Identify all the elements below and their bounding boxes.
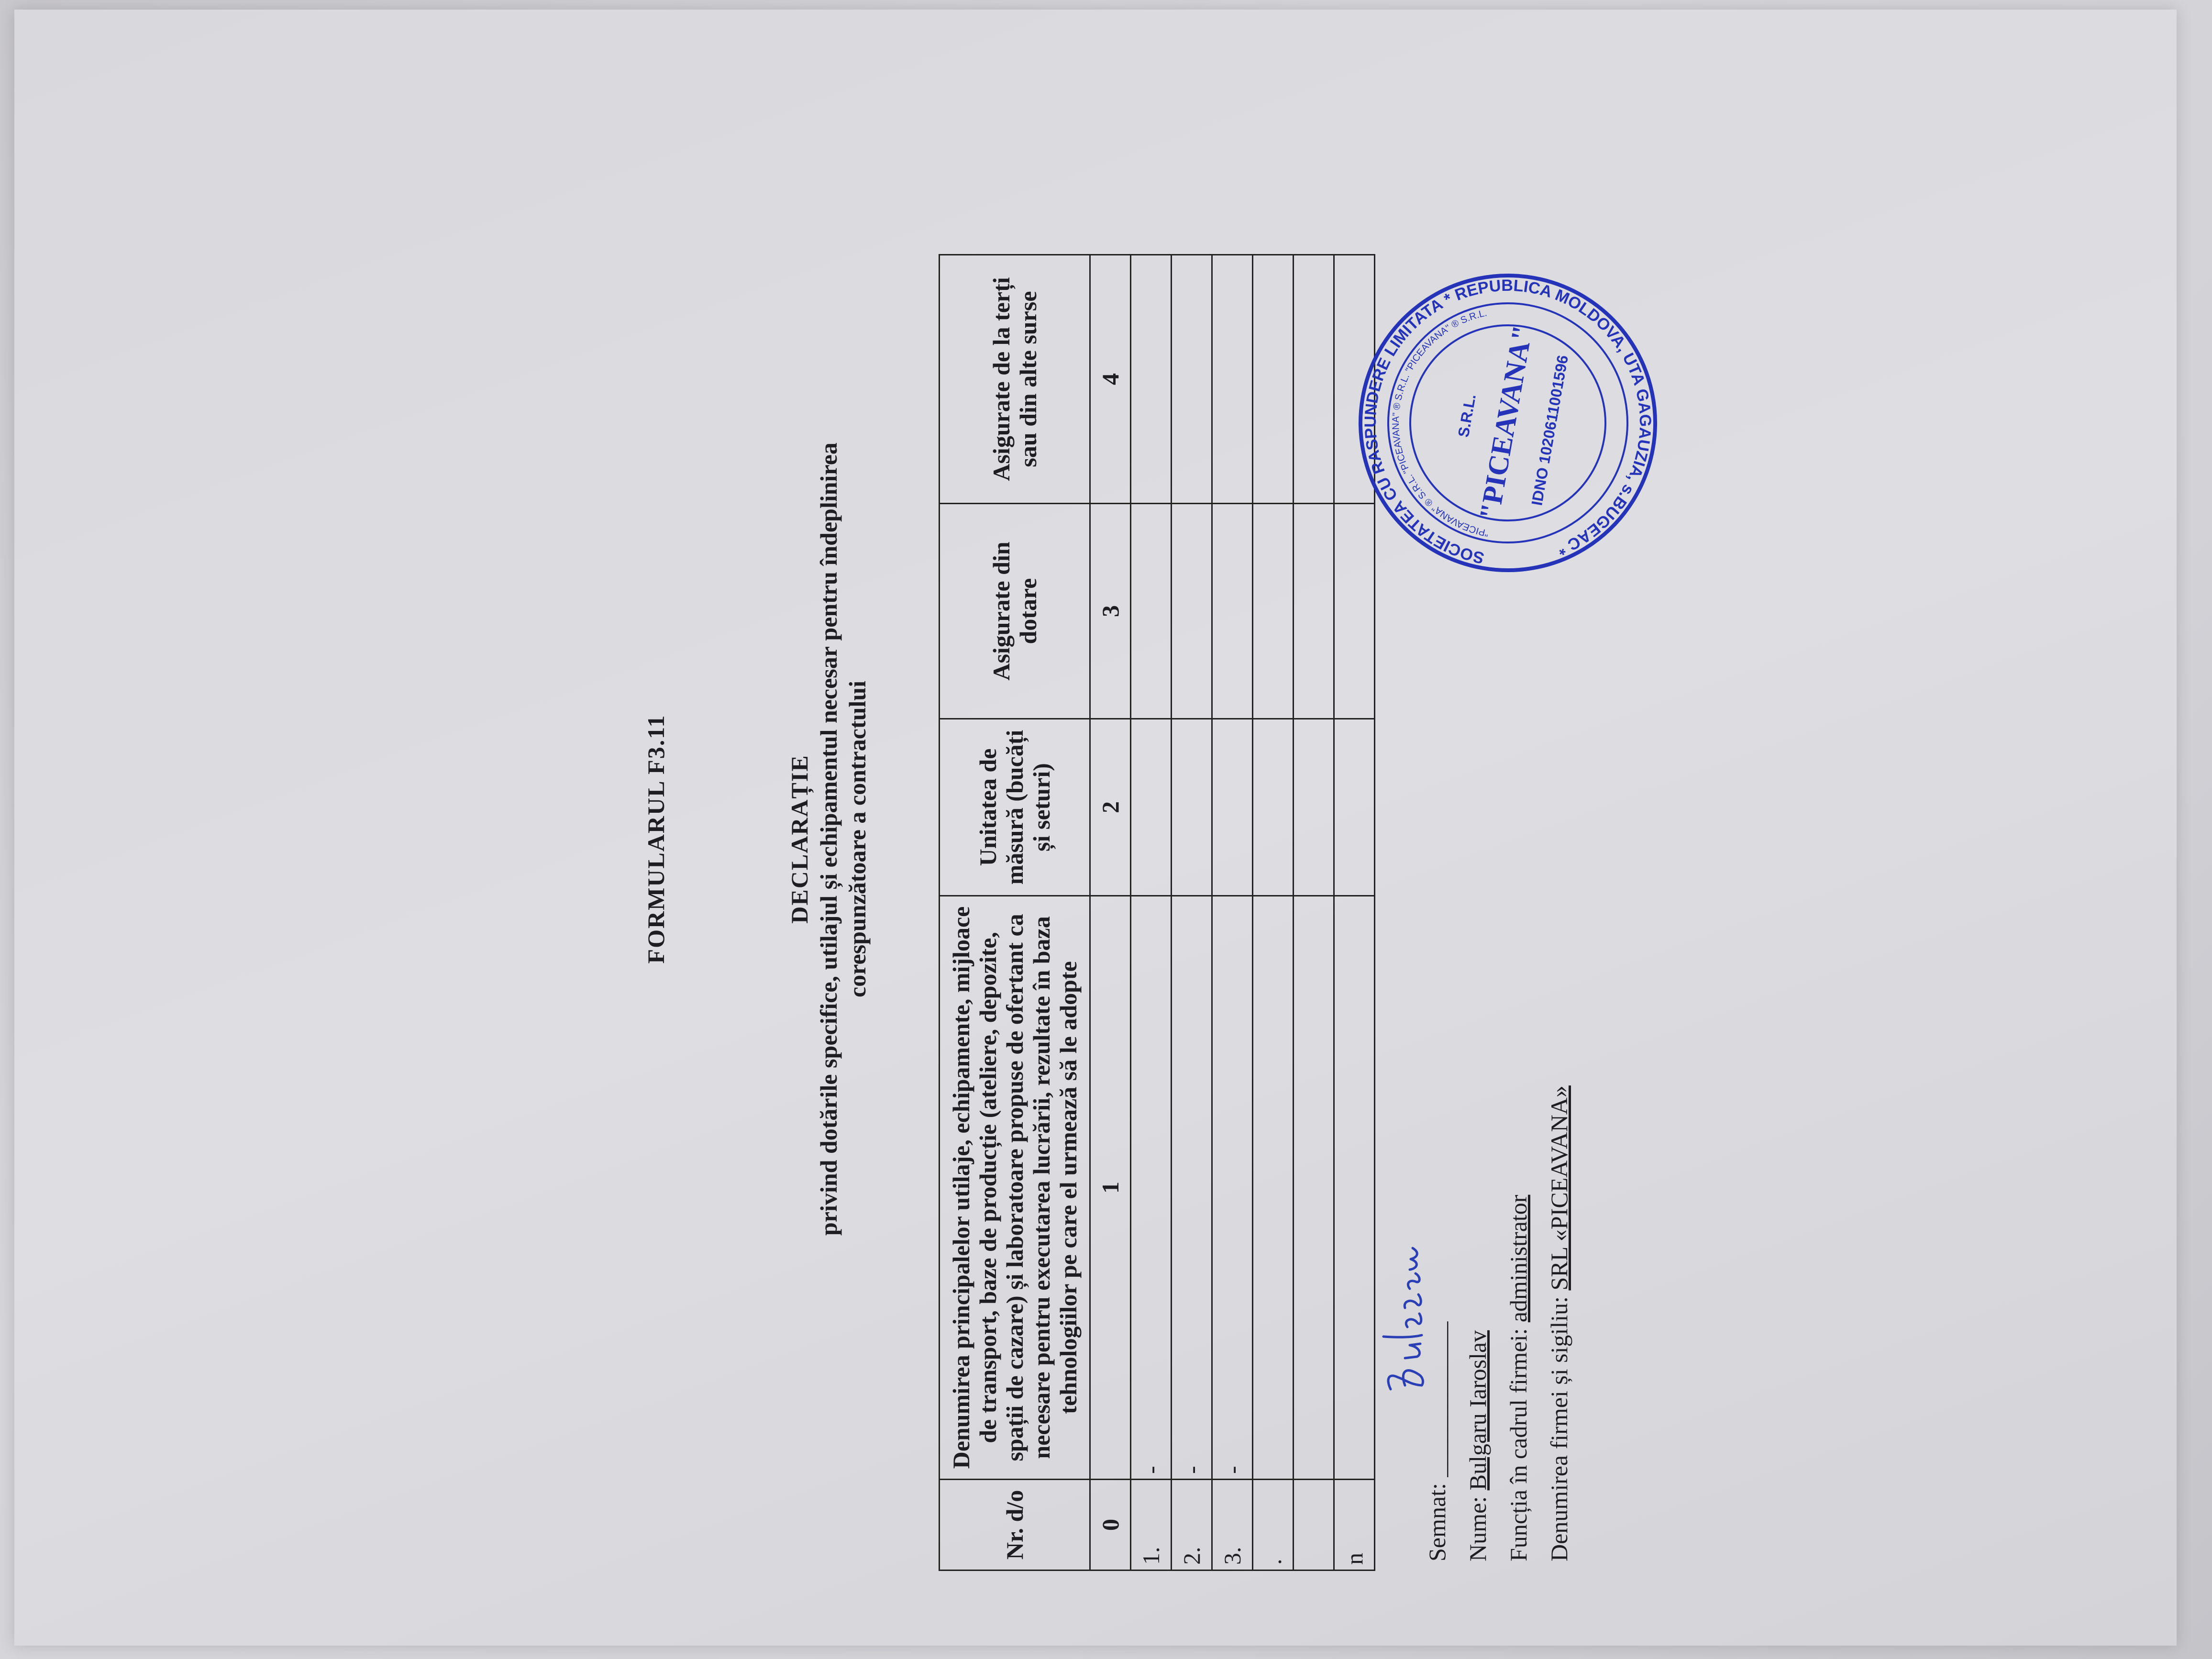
- table-cell: [1131, 719, 1172, 896]
- form-code: FORMULARUL F3.11: [642, 714, 669, 964]
- name-label: Nume:: [1464, 1496, 1491, 1561]
- table-row: [1172, 255, 1212, 1571]
- header-cell: Unitatea de măsură (bucăți și seturi): [940, 719, 1090, 896]
- table-cell: [1294, 1480, 1334, 1571]
- column-index-row: [1090, 255, 1131, 1571]
- company-line: [1539, 796, 1580, 1561]
- table-cell: 3.: [1212, 1480, 1253, 1571]
- index-cell: 2: [1090, 719, 1131, 896]
- table-cell: [1253, 896, 1294, 1480]
- position-label: Funcția în cadrul firmei:: [1505, 1328, 1532, 1561]
- stamp-outer-text: SOCIETATEA CU RASPUNDERE LIMITATA * REPUBLICA MOLDOVA, UTA GAGAUZIA, s.BUGEAC *: [1361, 276, 1655, 567]
- document-sheet: [14, 10, 2177, 1646]
- header-cell: Asigurate de la terți sau din alte surse: [940, 255, 1090, 504]
- document-subtitle: privind dotările specifice, utilajul și echipamentul necesar pentru îndeplinirea corespunzătoare a contractului: [815, 442, 871, 1236]
- table-cell: [1212, 255, 1253, 504]
- table-row: [1131, 255, 1172, 1571]
- table-cell: [1294, 719, 1334, 896]
- document-title: DECLARAȚIE: [786, 754, 813, 924]
- document-content: [546, 74, 1694, 1604]
- table-cell: n: [1334, 1480, 1375, 1571]
- table-row: [1212, 255, 1253, 1571]
- table-row: [1294, 255, 1334, 1571]
- handwritten-signature: [1376, 1241, 1434, 1399]
- table-cell: [1294, 504, 1334, 719]
- signature-block: [1417, 796, 1580, 1561]
- table-cell: [1131, 504, 1172, 719]
- company-value: SRL «PICEAVANA»: [1546, 1085, 1572, 1291]
- table-cell: -: [1131, 896, 1172, 1480]
- stamp-name-text: "PICEAVANA": [1473, 323, 1539, 522]
- index-cell: 0: [1090, 1480, 1131, 1571]
- signed-label: Semnat:: [1424, 1483, 1450, 1561]
- table-cell: [1294, 255, 1334, 504]
- signed-line: Semnat: _____________: [1417, 796, 1458, 1561]
- table-cell: 2.: [1172, 1480, 1212, 1571]
- table-cell: [1212, 504, 1253, 719]
- table-cell: [1294, 896, 1334, 1480]
- table-cell: .: [1253, 1480, 1294, 1571]
- header-cell: Asigurate din dotare: [940, 504, 1090, 719]
- stamp-middle-text: "PICEAVANA" ® S.R.L. "PICEAVANA" ® S.R.L. "PICEAVANA" ® S.R.L.: [1390, 308, 1490, 539]
- index-cell: 1: [1090, 896, 1131, 1480]
- stamp-type-text: S.R.L.: [1454, 393, 1479, 439]
- table-cell: [1131, 255, 1172, 504]
- table-cell: [1172, 504, 1212, 719]
- position-value: administrator: [1505, 1194, 1532, 1323]
- header-cell: Nr. d/o: [940, 1480, 1090, 1571]
- table-cell: [1172, 719, 1212, 896]
- table-header-row: [940, 255, 1090, 1571]
- table-cell: [1334, 719, 1375, 896]
- table-row: [1253, 255, 1294, 1571]
- name-line: [1458, 796, 1498, 1561]
- position-line: [1498, 796, 1539, 1561]
- table-cell: [1253, 255, 1294, 504]
- name-value: Bulgaru Iaroslav: [1464, 1330, 1491, 1491]
- table-cell: -: [1172, 896, 1212, 1480]
- company-seal-stamp: [1330, 245, 1685, 600]
- table-cell: [1172, 255, 1212, 504]
- index-cell: 4: [1090, 255, 1131, 504]
- company-label: Denumirea firmei și sigiliu:: [1546, 1296, 1572, 1561]
- table-cell: -: [1212, 896, 1253, 1480]
- table-cell: 1.: [1131, 1480, 1172, 1571]
- table-cell: [1334, 896, 1375, 1480]
- stamp-idno-text: IDNO 1020611001596: [1528, 354, 1572, 507]
- table-cell: [1253, 719, 1294, 896]
- index-cell: 3: [1090, 504, 1131, 719]
- equipment-table: [939, 254, 1375, 1571]
- header-cell: Denumirea principalelor utilaje, echipamente, mijloace de transport, baze de producție (ateliere, depozite, spații de cazare) și laboratoare propuse de ofertant ca necesare pentru executarea lucrării, rezultate în baza tehnologiilor pe care el urmează să le adopte: [940, 896, 1090, 1480]
- table-cell: [1212, 719, 1253, 896]
- table-cell: [1253, 504, 1294, 719]
